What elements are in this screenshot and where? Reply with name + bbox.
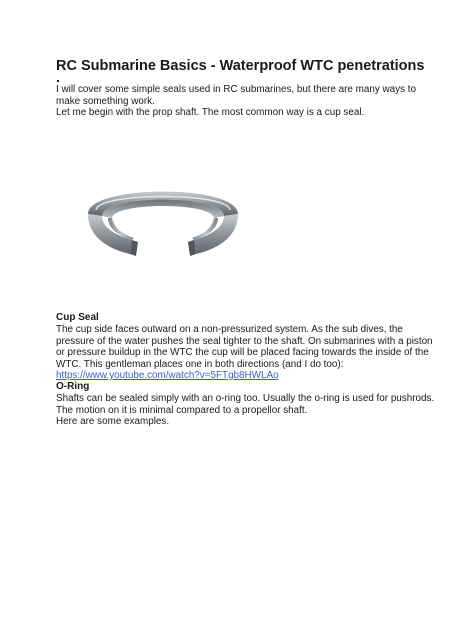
cup-seal-line: pressure of the water pushes the seal tighter to the shaft. On submarines with a piston — [56, 335, 433, 347]
cup-seal-line: or pressure buildup in the WTC the cup will be placed facing towards the inside of the — [56, 347, 429, 358]
o-ring-line: The motion on it is minimal compared to a propellor shaft. — [56, 404, 308, 416]
page-title: RC Submarine Basics - Waterproof WTC penetrations — [56, 58, 425, 74]
intro-line: Let me begin with the prop shaft. The most common way is a cup seal. — [56, 107, 365, 118]
bullet-mark — [57, 80, 59, 82]
youtube-link[interactable]: https://www.youtube.com/watch?v=5FTgb8HWLAo — [56, 370, 279, 381]
intro-line: make something work. — [56, 95, 155, 107]
o-ring-line: Shafts can be sealed simply with an o-ring too. Usually the o-ring is used for pushrods. — [56, 393, 435, 404]
intro-line: I will cover some simple seals used in RC submarines, but there are many ways to — [56, 84, 417, 95]
cup-seal-heading: Cup Seal — [56, 312, 99, 323]
o-ring-heading: O-Ring — [56, 381, 90, 392]
cup-seal-line: WTC. This gentleman places one in both directions (and I do too): — [56, 358, 344, 370]
intro-paragraph — [56, 84, 416, 119]
cup-seal-line: The cup side faces outward on a non-pressurized system. As the sub dives, the — [56, 324, 403, 335]
o-ring-paragraph — [56, 393, 434, 428]
cup-seal-paragraph — [56, 324, 433, 382]
cup-seal-image — [82, 176, 244, 268]
o-ring-line: Here are some examples. — [56, 416, 170, 427]
